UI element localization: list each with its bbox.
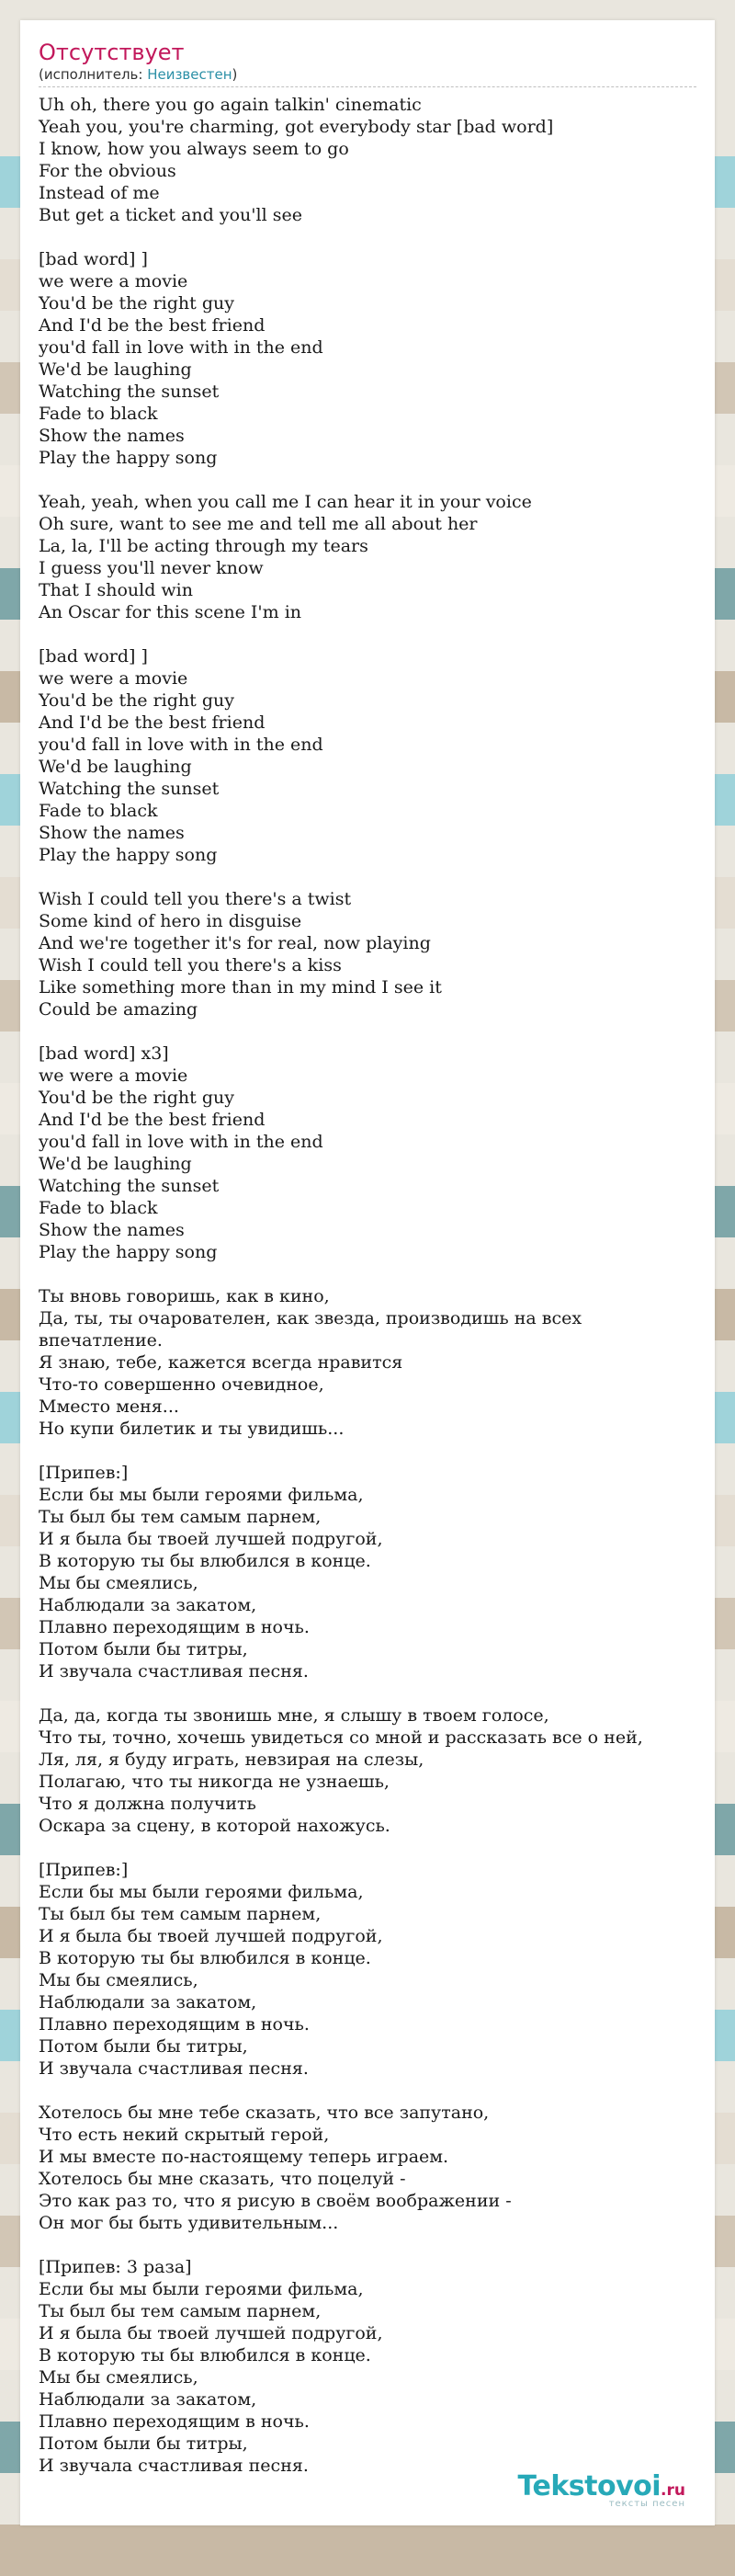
lyric-line: you'd fall in love with in the end (39, 1132, 323, 1152)
lyric-line: You'd be the right guy (39, 690, 234, 711)
lyric-line: И мы вместе по-настоящему теперь играем. (39, 2147, 449, 2167)
lyric-line: Мы бы смеялись, (39, 2367, 198, 2388)
lyric-line: Хотелось бы мне тебе сказать, что все запутано, (39, 2103, 490, 2123)
background-stripe (0, 2525, 735, 2576)
lyric-line: [bad word] ] (39, 646, 148, 667)
stanza-break (39, 623, 696, 645)
lyric-line: You'd be the right guy (39, 1088, 234, 1108)
lyric-line: La, la, I'll be acting through my tears (39, 536, 368, 556)
lyric-line: Если бы мы были героями фильма, (39, 1485, 364, 1505)
lyrics-card (20, 20, 715, 2525)
lyric-line: Я знаю, тебе, кажется всегда нравится (39, 1352, 403, 1373)
lyric-line: Плавно переходящим в ночь. (39, 1617, 310, 1637)
stanza-break (39, 1440, 696, 1462)
artist-link[interactable]: Неизвестен (147, 66, 232, 83)
lyric-line: И звучала счастливая песня. (39, 2058, 309, 2079)
lyric-line: И звучала счастливая песня. (39, 1661, 309, 1681)
lyric-line: Что я должна получить (39, 1794, 256, 1814)
lyric-line: Play the happy song (39, 845, 218, 865)
lyric-line: we were a movie (39, 1066, 188, 1086)
lyric-line: We'd be laughing (39, 1154, 192, 1174)
lyric-line: Мы бы смеялись, (39, 1970, 198, 1990)
lyric-line: Some kind of hero in disguise (39, 911, 302, 931)
lyric-line: Uh oh, there you go again talkin' cinematic (39, 95, 422, 115)
lyric-line: Потом были бы титры, (39, 2434, 248, 2454)
lyric-line: An Oscar for this scene I'm in (39, 602, 302, 622)
lyric-line: you'd fall in love with in the end (39, 337, 323, 358)
lyric-line: Что-то совершенно очевидное, (39, 1374, 324, 1395)
lyric-line: В которую ты бы влюбился в конце. (39, 2345, 371, 2365)
lyric-line: Мместо меня... (39, 1396, 179, 1417)
lyric-line: That I should win (39, 580, 193, 600)
lyric-line: I guess you'll never know (39, 558, 264, 578)
lyric-line: Fade to black (39, 801, 158, 821)
lyric-line: Could be amazing (39, 999, 198, 1020)
logo-tagline: тексты песен (608, 2499, 685, 2509)
lyric-line: And I'd be the best friend (39, 1110, 266, 1130)
lyrics-text (39, 94, 696, 2477)
lyric-line: Если бы мы были героями фильма, (39, 1882, 364, 1902)
lyric-line: And I'd be the best friend (39, 712, 266, 733)
lyric-line: And we're together it's for real, now playing (39, 933, 431, 953)
lyric-line: И я была бы твоей лучшей подругой, (39, 1926, 383, 1946)
artist-line (39, 66, 696, 83)
lyric-line: Yeah, yeah, when you call me I can hear it in your voice (39, 492, 532, 512)
lyric-line: Watching the sunset (39, 779, 220, 799)
stanza-break (39, 1020, 696, 1043)
lyric-line: И я была бы твоей лучшей подругой, (39, 2323, 383, 2343)
lyric-line: Плавно переходящим в ночь. (39, 2014, 310, 2035)
lyric-line: Play the happy song (39, 448, 218, 468)
lyric-line: Watching the sunset (39, 1176, 220, 1196)
stanza-break (39, 226, 696, 248)
lyric-line: И я была бы твоей лучшей подругой, (39, 1529, 383, 1549)
lyric-line: Show the names (39, 426, 185, 446)
stanza-break (39, 1837, 696, 1859)
stanza-break (39, 2234, 696, 2256)
lyric-line: Yeah you, you're charming, got everybody star [bad word] (39, 117, 554, 137)
lyric-line: [bad word] ] (39, 249, 148, 269)
lyric-line: Wish I could tell you there's a twist (39, 889, 352, 909)
lyric-line: you'd fall in love with in the end (39, 735, 323, 755)
lyric-line: And I'd be the best friend (39, 315, 266, 336)
lyric-line: Потом были бы титры, (39, 2036, 248, 2057)
lyric-line: Да, да, когда ты звонишь мне, я слышу в твоем голосе, (39, 1705, 549, 1726)
lyric-line: В которую ты бы влюбился в конце. (39, 1948, 371, 1968)
lyric-line: Fade to black (39, 1198, 158, 1218)
logo-main: Tekstovoi (517, 2470, 662, 2502)
lyric-line: Ты был бы тем самым парнем, (39, 1904, 322, 1924)
lyric-line: Хотелось бы мне сказать, что поцелуй - (39, 2169, 406, 2189)
lyric-line: В которую ты бы влюбился в конце. (39, 1551, 371, 1571)
lyric-line: But get a ticket and you'll see (39, 205, 302, 225)
lyric-line: [Припев:] (39, 1463, 129, 1483)
lyric-line: [bad word] x3] (39, 1043, 169, 1064)
lyric-line: We'd be laughing (39, 359, 192, 380)
lyric-line: Это как раз то, что я рисую в своём воображении - (39, 2191, 512, 2211)
lyric-line: Что ты, точно, хочешь увидеться со мной и рассказать все о ней, (39, 1727, 643, 1748)
lyric-line: Ты был бы тем самым парнем, (39, 1507, 322, 1527)
lyric-line: Наблюдали за закатом, (39, 1595, 257, 1615)
lyric-line: we were a movie (39, 668, 188, 689)
lyric-line: И звучала счастливая песня. (39, 2456, 309, 2476)
lyric-line: Полагаю, что ты никогда не узнаешь, (39, 1772, 390, 1792)
lyric-line: I know, how you always seem to go (39, 139, 349, 159)
lyric-line: You'd be the right guy (39, 293, 234, 313)
lyric-line: We'd be laughing (39, 757, 192, 777)
site-logo[interactable] (518, 2470, 686, 2509)
lyric-line: Watching the sunset (39, 382, 220, 402)
lyric-line: Wish I could tell you there's a kiss (39, 955, 342, 975)
logo-suffix: .ru (661, 2481, 685, 2500)
lyric-line: [Припев: 3 раза] (39, 2257, 192, 2277)
artist-prefix: (исполнитель: (39, 66, 148, 83)
stanza-break (39, 866, 696, 888)
lyric-line: Оскара за сцену, в которой нахожусь. (39, 1816, 390, 1836)
stanza-break (39, 2080, 696, 2102)
lyric-line: Он мог бы быть удивительным... (39, 2213, 339, 2233)
lyric-line: Show the names (39, 1220, 185, 1240)
lyric-line: Ты был бы тем самым парнем, (39, 2301, 322, 2321)
lyric-line: Потом были бы титры, (39, 1639, 248, 1659)
lyric-line: Но купи билетик и ты увидишь... (39, 1419, 345, 1439)
lyric-line: For the obvious (39, 161, 176, 181)
lyric-line: Play the happy song (39, 1242, 218, 1262)
lyric-line: [Припев:] (39, 1860, 129, 1880)
song-title: Отсутствует (39, 40, 185, 65)
lyric-line: we were a movie (39, 271, 188, 291)
lyric-line: Наблюдали за закатом, (39, 2389, 257, 2410)
lyric-line: Show the names (39, 823, 185, 843)
lyric-line: Мы бы смеялись, (39, 1573, 198, 1593)
lyric-line: Ты вновь говоришь, как в кино, (39, 1286, 330, 1306)
song-header (39, 39, 696, 87)
lyric-line: Что есть некий скрытый герой, (39, 2125, 330, 2145)
lyric-line: Instead of me (39, 183, 160, 203)
lyric-line: Fade to black (39, 404, 158, 424)
stanza-break (39, 1263, 696, 1285)
lyric-line: Плавно переходящим в ночь. (39, 2411, 310, 2432)
lyric-line: Oh sure, want to see me and tell me all about her (39, 514, 478, 534)
lyric-line: Like something more than in my mind I see it (39, 977, 442, 997)
lyric-line: Если бы мы были героями фильма, (39, 2279, 364, 2299)
stanza-break (39, 1682, 696, 1704)
artist-suffix: ) (232, 66, 238, 83)
lyric-line: Да, ты, ты очарователен, как звезда, производишь на всех впечатление. (39, 1308, 582, 1351)
lyric-line: Ля, ля, я буду играть, невзирая на слезы, (39, 1750, 424, 1770)
lyric-line: Наблюдали за закатом, (39, 1992, 257, 2012)
stanza-break (39, 469, 696, 491)
